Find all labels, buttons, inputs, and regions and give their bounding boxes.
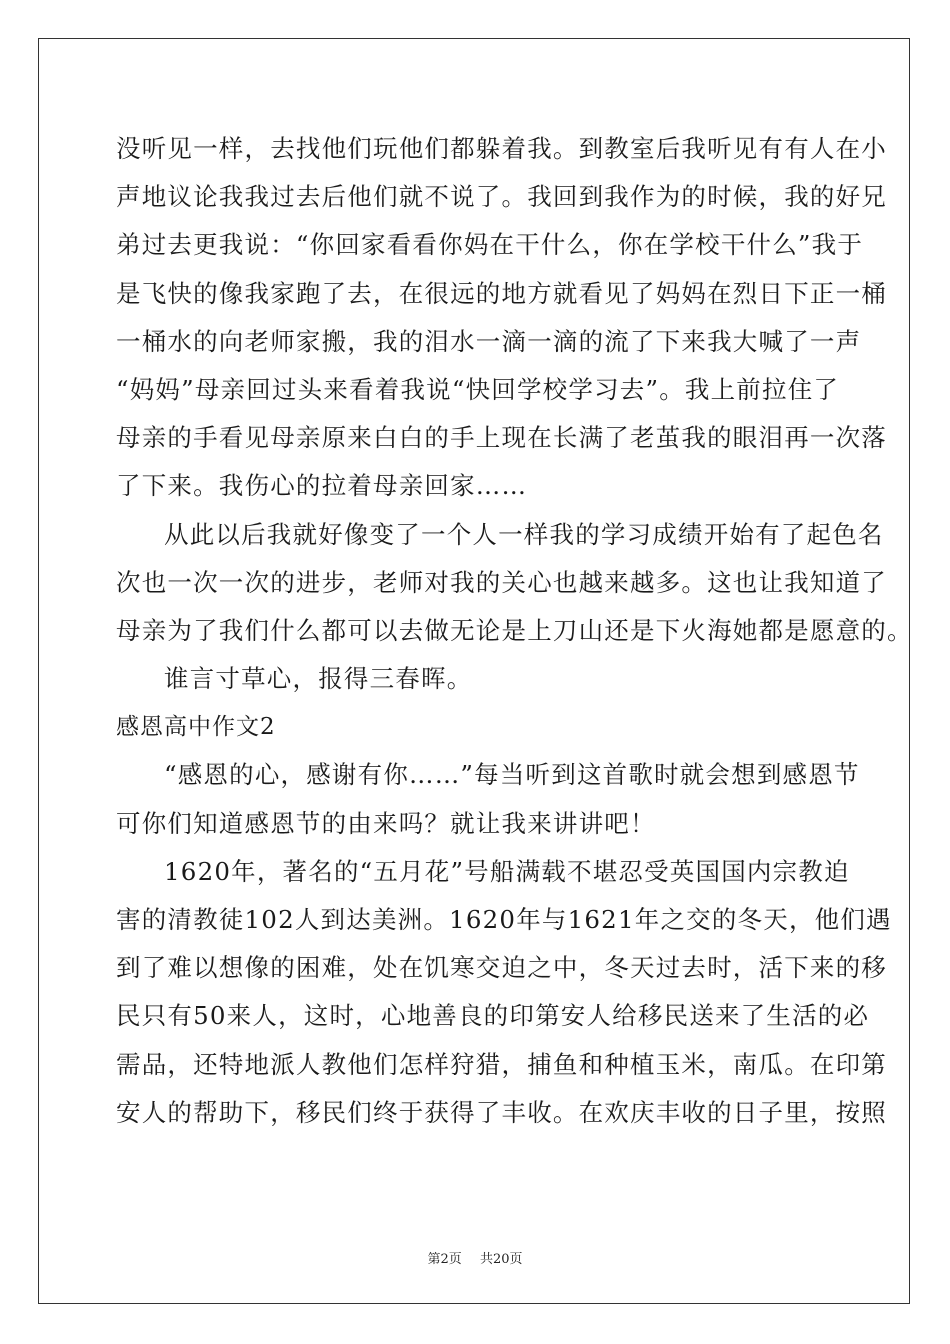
text-line: 需品，还特地派人教他们怎样狩猎，捕鱼和种植玉米，南瓜。在印第 [116, 1049, 887, 1079]
page-footer [0, 1248, 950, 1267]
text-line: 母亲为了我们什么都可以去做无论是上刀山还是下火海她都是愿意的。 [116, 615, 913, 645]
section-heading: 感恩高中作文2 [116, 714, 276, 741]
text-line: 声地议论我我过去后他们就不说了。我回到我作为的时候，我的好兄 [116, 182, 887, 212]
text-line: 弟过去更我说：“你回家看看你妈在干什么，你在学校干什么”我于 [116, 230, 864, 260]
text-line: 害的清教徒102人到达美洲。1620年与1621年之交的冬天，他们遇 [116, 905, 892, 934]
text-line: 一桶水的向老师家搬，我的泪水一滴一滴的流了下来我大喊了一声 [116, 326, 862, 356]
text-line: 母亲的手看见母亲原来白白的手上现在长满了老茧我的眼泪再一次落 [116, 423, 887, 453]
paragraph-start-line: “感恩的心，感谢有你……”每当听到这首歌时就会想到感恩节 [164, 760, 860, 790]
paragraph-start-line: 谁言寸草心，报得三春晖。 [164, 664, 473, 694]
text-line: 可你们知道感恩节的由来吗？就让我来讲讲吧！ [116, 808, 656, 838]
document-body [116, 125, 913, 1137]
text-line: 次也一次一次的进步，老师对我的关心也越来越多。这也让我知道了 [116, 567, 887, 597]
text-line: 安人的帮助下，移民们终于获得了丰收。在欢庆丰收的日子里，按照 [116, 1097, 887, 1127]
page-number-current: 第2页 [427, 1252, 462, 1267]
text-line: 到了难以想像的困难，处在饥寒交迫之中，冬天过去时，活下来的移 [116, 953, 887, 983]
text-line: “妈妈”母亲回过头来看着我说“快回学校学习去”。我上前拉住了 [116, 374, 840, 404]
text-line: 民只有50来人，这时，心地善良的印第安人给移民送来了生活的必 [116, 1001, 870, 1031]
paragraph-start-line: 从此以后我就好像变了一个人一样我的学习成绩开始有了起色名 [164, 519, 884, 549]
text-line: 没听见一样，去找他们玩他们都躲着我。到教室后我听见有有人在小 [116, 134, 887, 163]
paragraph-start-line: 1620年，著名的“五月花”号船满载不堪忍受英国国内宗教迫 [164, 856, 850, 886]
page-number-total: 共20页 [479, 1252, 523, 1267]
text-line: 是飞快的像我家跑了去，在很远的地方就看见了妈妈在烈日下正一桶 [116, 278, 887, 308]
text-line: 了下来。我伤心的拉着母亲回家…… [116, 471, 528, 501]
